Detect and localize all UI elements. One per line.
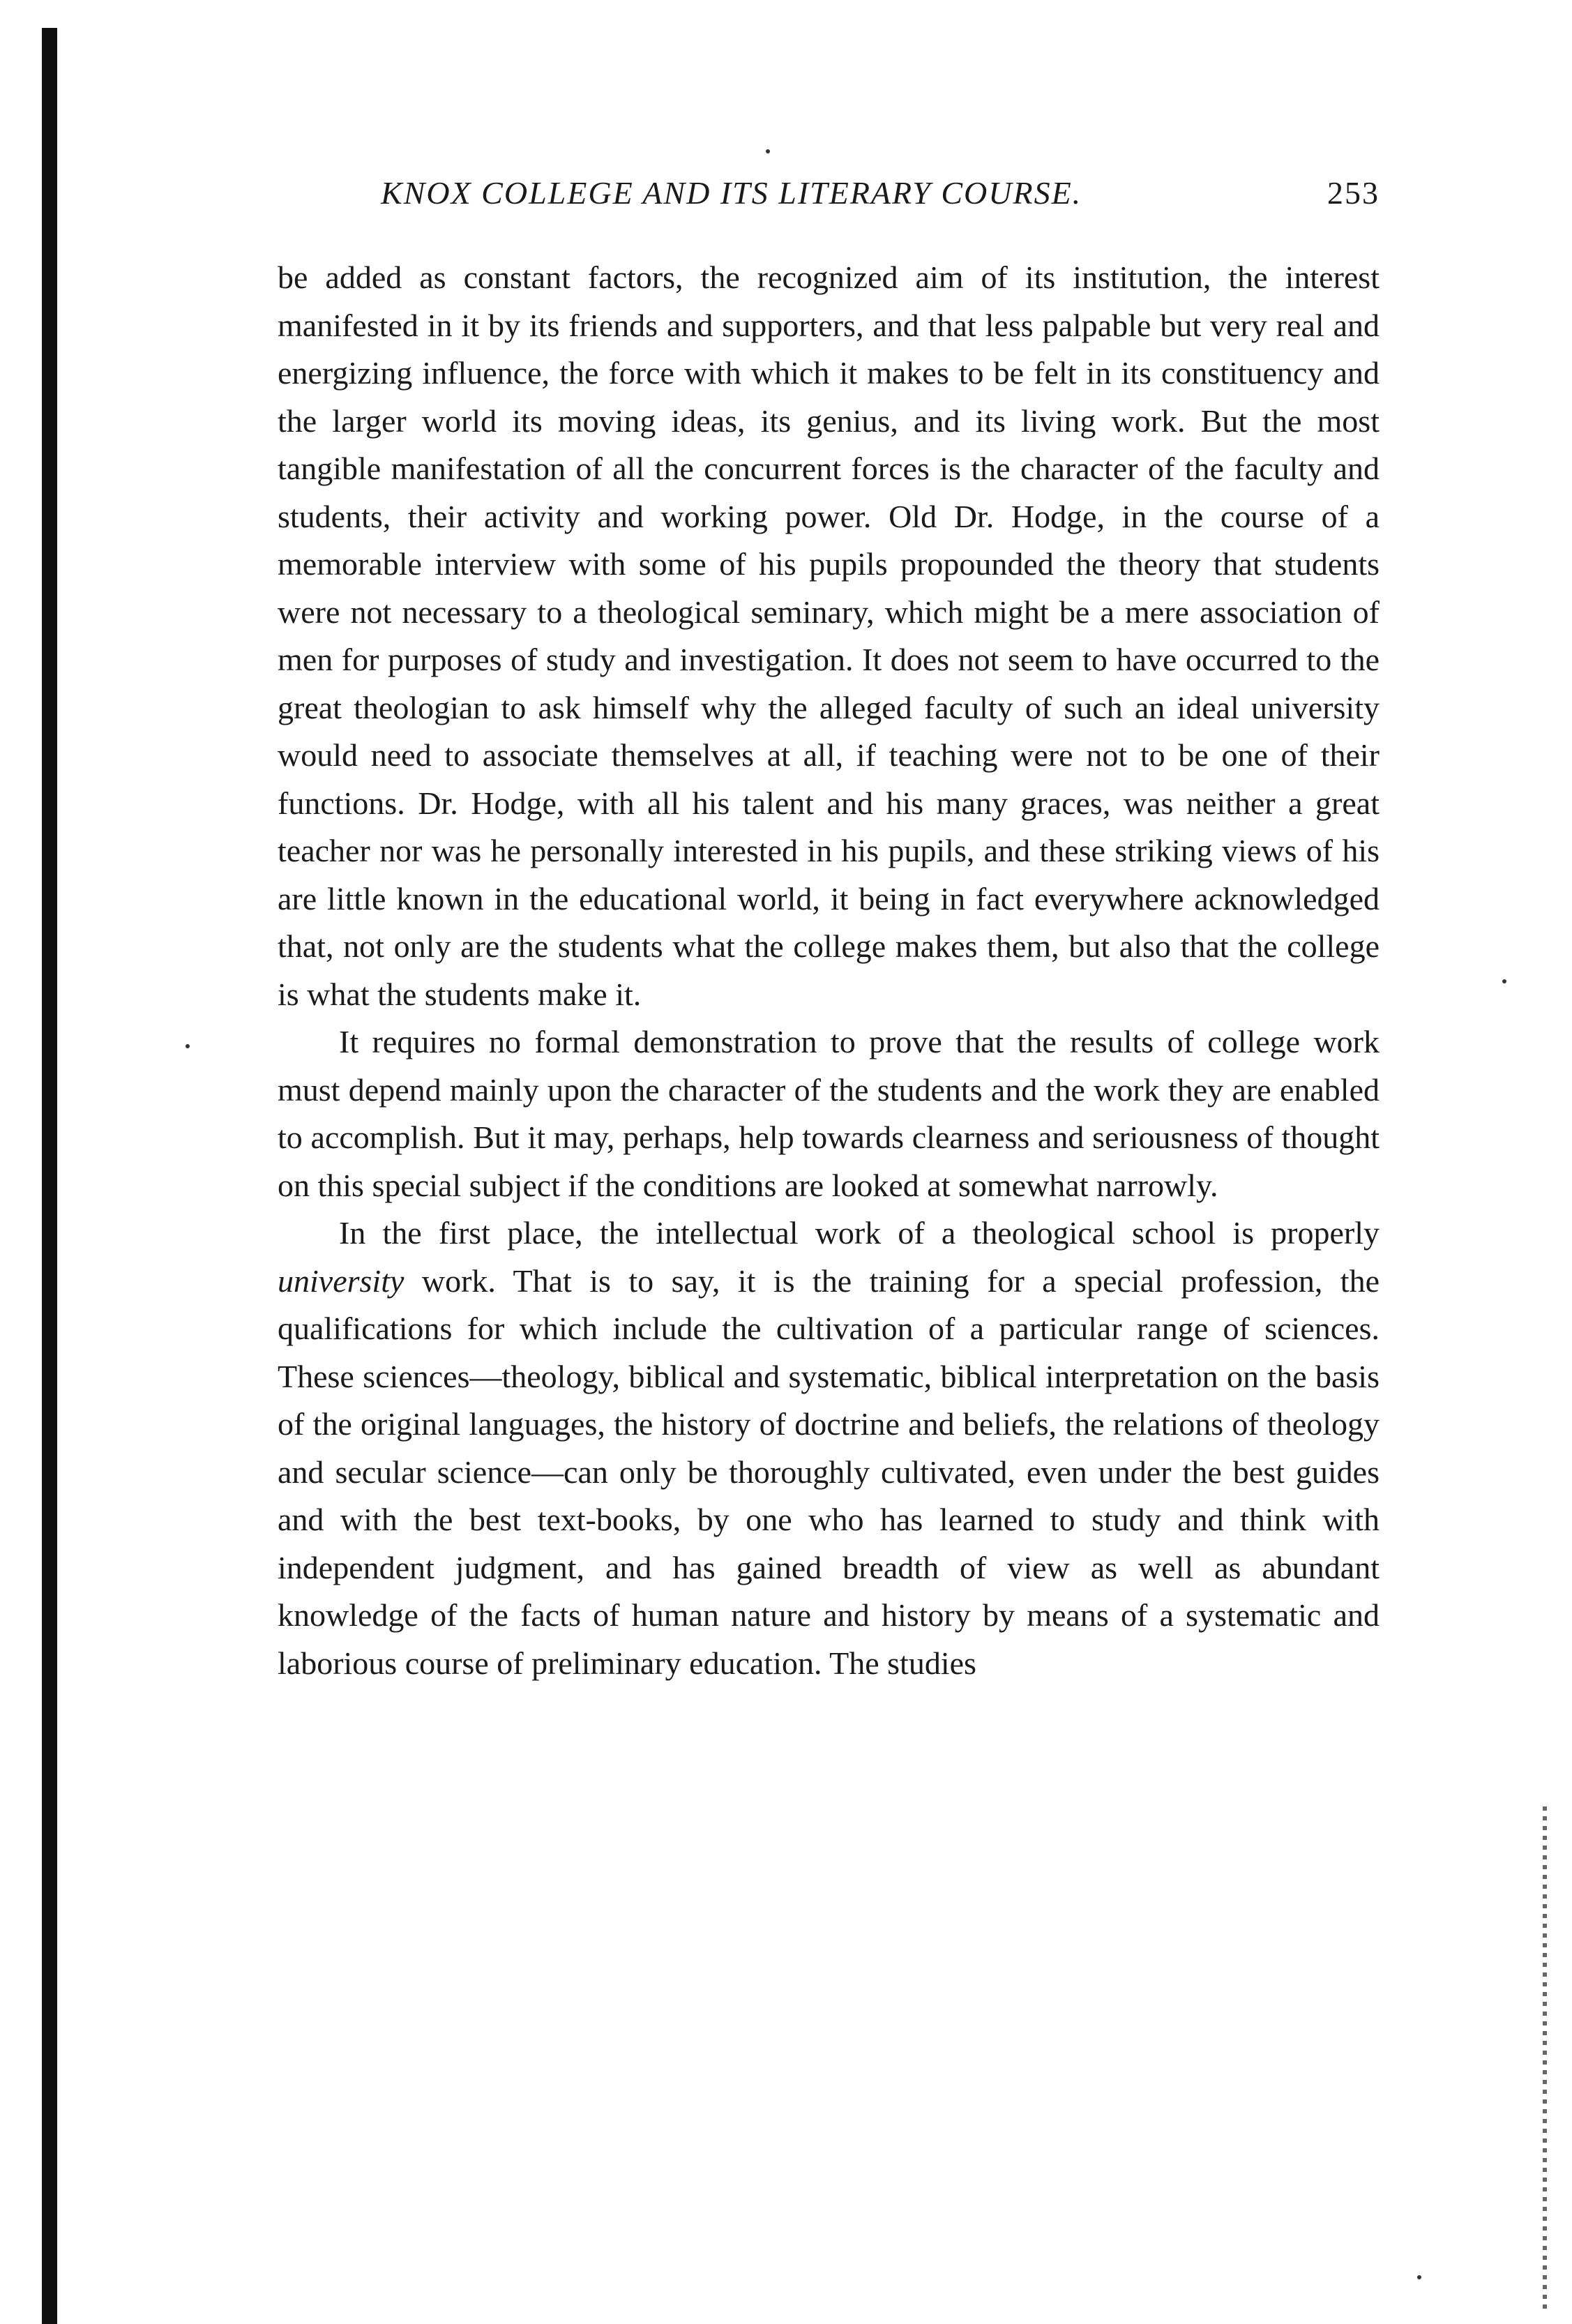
print-speck bbox=[1417, 2275, 1421, 2279]
emphasized-word: university bbox=[278, 1262, 405, 1299]
paragraph-1: be added as constant factors, the recognized aim of its institution, the interest manifested in it by its friends and supporters, and that less palpable but very real and energizing influence, the force with which it makes to be felt in its constituency and the larger world its moving ideas, its genius, and its living work. But the most tangible manifestation of all the concurrent forces is the character of the faculty and students, their activity and working power. Old Dr. Hodge, in the course of a memorable interview with some of his pupils propounded the theory that students were not necessary to a theological seminary, which might be a mere association of men for purposes of study and investigation. It does not seem to have occurred to the great theologian to ask himself why the alleged faculty of such an ideal university would need to associate themselves at all, if teaching were not to be one of their functions. Dr. Hodge, with all his talent and his many graces, was neither a great teacher nor was he personally interested in his pupils, and these striking views of his are little known in the educational world, it being in fact everywhere acknowledged that, not only are the students what the college makes them, but also that the college is what the students make it. bbox=[278, 259, 1380, 1012]
page-number: 253 bbox=[1327, 175, 1380, 211]
page-edge-marks bbox=[1543, 1806, 1547, 2309]
paragraph-3-after: work. That is to say, it is the training for a special profession, the qualifications for which include the cultivation of a particular range of sciences. These sciences—theology, biblical and systematic, biblical interpretation on the basis of the original languages, the history of doctrine and beliefs, the relations of theology and secular science—can only be thoroughly cultivated, even under the best guides and with the best text-books, by one who has learned to study and think with independent judgment, and has gained breadth of view as well as abundant knowledge of the facts of human nature and history by means of a systematic and laborious course of preliminary education. The studies bbox=[278, 1262, 1380, 1681]
print-speck bbox=[186, 1044, 190, 1048]
paragraph-3-before: In the first place, the intellectual work of a theological school is properly bbox=[339, 1215, 1380, 1251]
running-head bbox=[278, 167, 1380, 223]
binding-edge bbox=[42, 28, 57, 2324]
print-speck bbox=[766, 149, 770, 153]
print-speck bbox=[1502, 979, 1506, 983]
book-page bbox=[278, 167, 1380, 1687]
body-text bbox=[278, 254, 1380, 1687]
paragraph-2: It requires no formal demonstration to prove that the results of college work must depend mainly upon the character of the students and the work they are enabled to accomplish. But it may, perhaps, help towards clearness and seriousness of thought on this special subject if the conditions are looked at somewhat narrowly. bbox=[278, 1024, 1380, 1203]
running-title: KNOX COLLEGE AND ITS LITERARY COURSE. bbox=[381, 175, 1082, 211]
paragraph-3 bbox=[278, 1209, 1380, 1687]
